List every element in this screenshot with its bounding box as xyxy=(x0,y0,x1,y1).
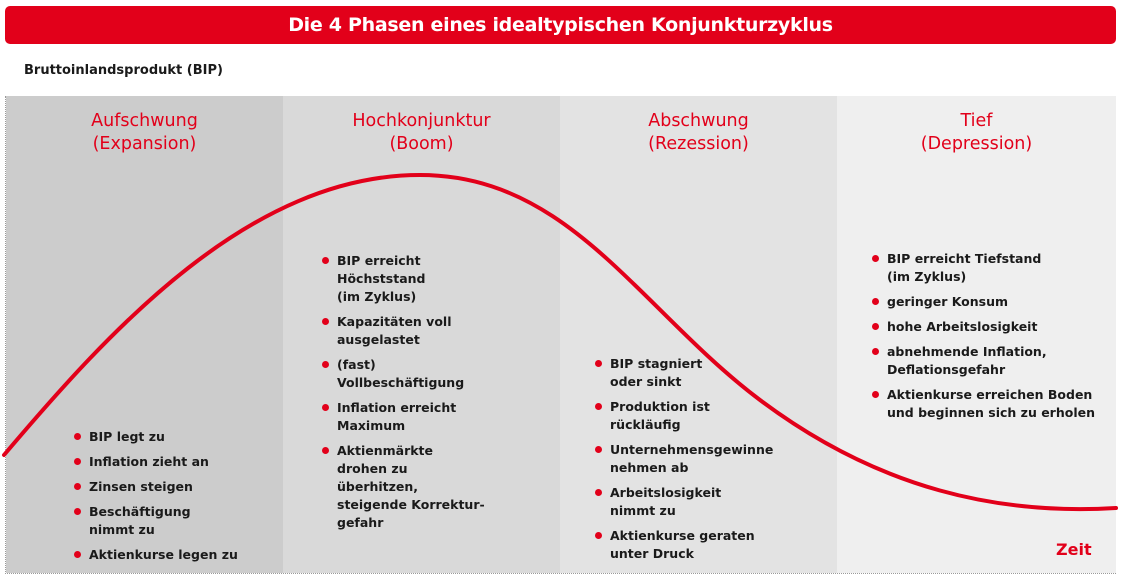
list-item: BIP stagniert oder sinkt xyxy=(595,355,715,391)
phase-name: Tief xyxy=(960,111,993,131)
list-item: (fast) Vollbeschäftigung xyxy=(322,356,482,392)
list-item: Inflation erreicht Maximum xyxy=(322,399,462,435)
x-axis-label: Zeit xyxy=(1056,540,1092,559)
list-item: Beschäftigung nimmt zu xyxy=(74,503,199,539)
list-item: Aktienkurse geraten unter Druck xyxy=(595,527,760,563)
list-item: Aktienkurse erreichen Boden und beginnen sich zu erholen xyxy=(872,386,1112,422)
list-item: geringer Konsum xyxy=(872,293,1107,311)
list-item: abnehmende Inflation, Deflationsgefahr xyxy=(872,343,1057,379)
phase-subtitle: (Rezession) xyxy=(648,134,749,154)
list-item: hohe Arbeitslosigkeit xyxy=(872,318,1107,336)
phase-heading xyxy=(837,110,1116,156)
phase-name: Hochkonjunktur xyxy=(352,111,491,131)
phase-heading xyxy=(6,110,283,156)
list-item: Aktienmärkte drohen zu überhitzen, steigende Korrektur-gefahr xyxy=(322,442,487,532)
phase-name: Abschwung xyxy=(648,111,749,131)
list-item: BIP erreicht Höchststand (im Zyklus) xyxy=(322,252,435,306)
phase-name: Aufschwung xyxy=(91,111,198,131)
list-item: Kapazitäten voll ausgelastet xyxy=(322,313,457,349)
phase-subtitle: (Expansion) xyxy=(92,134,197,154)
phase-heading xyxy=(283,110,560,156)
phase-bullets-abschwung xyxy=(595,355,785,570)
y-axis-line xyxy=(5,96,6,574)
phase-heading xyxy=(560,110,837,156)
list-item: Unternehmensgewinne nehmen ab xyxy=(595,441,775,477)
phase-bullets-hochkonjunktur xyxy=(322,252,485,539)
list-item: Zinsen steigen xyxy=(74,478,274,496)
list-item: Inflation zieht an xyxy=(74,453,274,471)
phase-subtitle: (Boom) xyxy=(389,134,454,154)
list-item: BIP legt zu xyxy=(74,428,274,446)
x-axis-line xyxy=(5,573,1116,574)
list-item: Aktienkurse legen zu xyxy=(74,546,274,564)
y-axis-label: Bruttoinlandsprodukt (BIP) xyxy=(24,63,223,78)
phase-subtitle: (Depression) xyxy=(920,134,1033,154)
diagram-title: Die 4 Phasen eines idealtypischen Konjunkturzyklus xyxy=(288,14,833,36)
phase-bullets-aufschwung xyxy=(74,428,274,571)
list-item: Arbeitslosigkeit nimmt zu xyxy=(595,484,740,520)
phase-bullets-tief xyxy=(872,250,1107,429)
list-item: Produktion ist rückläufig xyxy=(595,398,720,434)
title-banner xyxy=(5,6,1116,44)
list-item: BIP erreicht Tiefstand (im Zyklus) xyxy=(872,250,1057,286)
